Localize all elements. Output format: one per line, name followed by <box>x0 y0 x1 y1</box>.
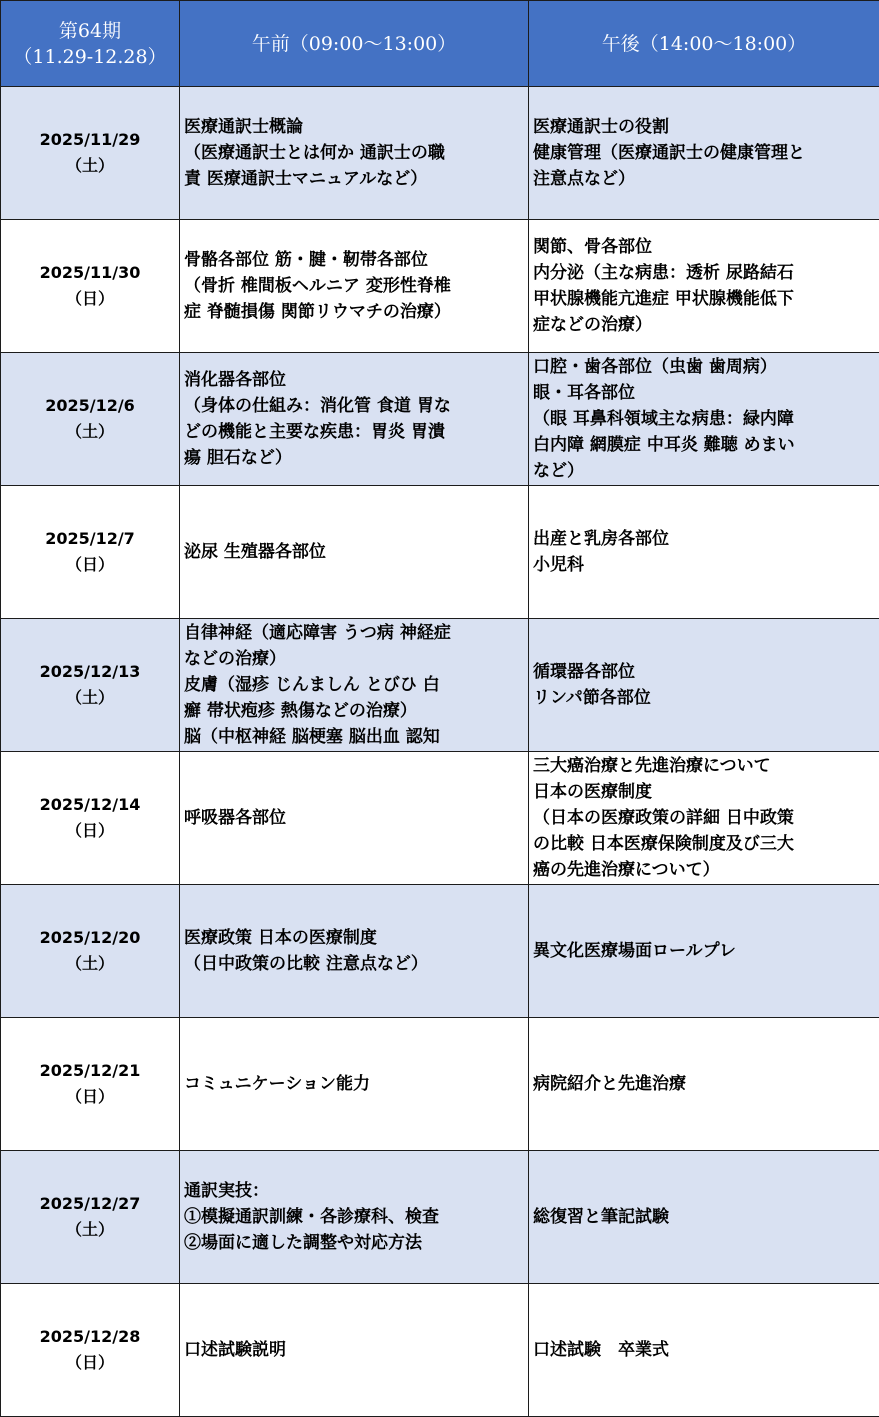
session-line: 骨骼各部位 筋・腱・靭帯各部位 <box>184 247 524 273</box>
afternoon-session-cell <box>529 619 879 752</box>
session-line: （身体の仕組み：消化管 食道 胃な <box>184 393 524 419</box>
session-line: 呼吸器各部位 <box>184 805 524 831</box>
date-text: 2025/12/6 <box>1 393 179 419</box>
date-cell <box>1 752 180 885</box>
table-row <box>1 220 879 353</box>
session-line: 責 医療通訳士マニュアルなど） <box>184 166 524 192</box>
session-line: 症などの治療） <box>533 312 875 338</box>
session-line: 内分泌（主な病患：透析 尿路結石 <box>533 260 875 286</box>
morning-session-cell <box>180 752 529 885</box>
weekday-text: （日） <box>1 1350 179 1376</box>
session-line: どの機能と主要な疾患：胃炎 胃潰 <box>184 419 524 445</box>
date-text: 2025/12/7 <box>1 526 179 552</box>
date-cell <box>1 885 180 1018</box>
weekday-text: （土） <box>1 951 179 977</box>
date-cell <box>1 486 180 619</box>
afternoon-session-cell <box>529 220 879 353</box>
date-cell <box>1 1284 180 1417</box>
session-line: コミュニケーション能力 <box>184 1071 524 1097</box>
weekday-text: （土） <box>1 153 179 179</box>
table-row <box>1 1151 879 1284</box>
header-term-range: （11.29-12.28） <box>1 44 179 70</box>
session-line: リンパ節各部位 <box>533 685 875 711</box>
morning-session-cell <box>180 486 529 619</box>
session-line: 甲状腺機能亢進症 甲状腺機能低下 <box>533 286 875 312</box>
header-term <box>1 1 180 87</box>
morning-session-cell <box>180 353 529 486</box>
date-cell <box>1 220 180 353</box>
session-line: （日中政策の比較 注意点など） <box>184 951 524 977</box>
session-line: 関節、骨各部位 <box>533 234 875 260</box>
morning-session-cell <box>180 220 529 353</box>
afternoon-session-cell <box>529 752 879 885</box>
afternoon-session-cell <box>529 1018 879 1151</box>
session-line: 瘍 胆石など） <box>184 445 524 471</box>
date-text: 2025/12/27 <box>1 1191 179 1217</box>
table-row <box>1 486 879 619</box>
session-line: ①模擬通訳訓練・各診療科、検査 <box>184 1204 524 1230</box>
date-cell <box>1 353 180 486</box>
header-afternoon-label: 午後（14:00～18:00） <box>529 31 879 57</box>
session-line: 日本の医療制度 <box>533 779 875 805</box>
session-line: の比較 日本医療保険制度及び三大 <box>533 831 875 857</box>
header-term-label: 第64期 <box>1 18 179 44</box>
session-line: 出産と乳房各部位 <box>533 526 875 552</box>
session-line: などの治療） <box>184 646 524 672</box>
session-line: 医療政策 日本の医療制度 <box>184 925 524 951</box>
morning-session-cell <box>180 619 529 752</box>
date-cell <box>1 87 180 220</box>
weekday-text: （日） <box>1 552 179 578</box>
session-line: （日本の医療政策の詳細 日中政策 <box>533 805 875 831</box>
date-text: 2025/12/20 <box>1 925 179 951</box>
afternoon-session-cell <box>529 1151 879 1284</box>
table-row <box>1 1284 879 1417</box>
session-line: 小児科 <box>533 552 875 578</box>
session-line: 皮膚（湿疹 じんましん とびひ 白 <box>184 672 524 698</box>
session-line: 通訳実技： <box>184 1178 524 1204</box>
session-line: 泌尿 生殖器各部位 <box>184 539 524 565</box>
session-line: 健康管理（医療通訳士の健康管理と <box>533 140 875 166</box>
weekday-text: （日） <box>1 286 179 312</box>
afternoon-session-cell <box>529 486 879 619</box>
table-row <box>1 87 879 220</box>
session-line: （骨折 椎間板ヘルニア 変形性脊椎 <box>184 273 524 299</box>
session-line: 異文化医療場面ロールプレ <box>533 938 875 964</box>
session-line: 眼・耳各部位 <box>533 380 875 406</box>
session-line: ②場面に適した調整や対応方法 <box>184 1230 524 1256</box>
morning-session-cell <box>180 1284 529 1417</box>
weekday-text: （土） <box>1 1217 179 1243</box>
date-text: 2025/11/30 <box>1 260 179 286</box>
session-line: 白内障 網膜症 中耳炎 難聴 めまい <box>533 432 875 458</box>
date-text: 2025/12/28 <box>1 1324 179 1350</box>
afternoon-session-cell <box>529 885 879 1018</box>
weekday-text: （土） <box>1 685 179 711</box>
header-row <box>1 1 879 87</box>
session-line: 注意点など） <box>533 166 875 192</box>
table-row <box>1 885 879 1018</box>
session-line: 口述試験 卒業式 <box>533 1337 875 1363</box>
morning-session-cell <box>180 1151 529 1284</box>
session-line: 三大癌治療と先進治療について <box>533 753 875 779</box>
date-text: 2025/12/21 <box>1 1058 179 1084</box>
table-row <box>1 752 879 885</box>
date-text: 2025/12/13 <box>1 659 179 685</box>
table-row <box>1 353 879 486</box>
session-line: 病院紹介と先進治療 <box>533 1071 875 1097</box>
weekday-text: （日） <box>1 1084 179 1110</box>
session-line: 癬 帯状疱疹 熱傷などの治療） <box>184 698 524 724</box>
session-line: 癌の先進治療について） <box>533 857 875 883</box>
table-header <box>1 1 879 87</box>
weekday-text: （日） <box>1 818 179 844</box>
session-line: 医療通訳士概論 <box>184 114 524 140</box>
session-line: 総復習と筆記試験 <box>533 1204 875 1230</box>
weekday-text: （土） <box>1 419 179 445</box>
morning-session-cell <box>180 885 529 1018</box>
afternoon-session-cell <box>529 87 879 220</box>
header-afternoon <box>529 1 879 87</box>
session-line: 口述試験説明 <box>184 1337 524 1363</box>
session-line: （医療通訳士とは何か 通訳士の職 <box>184 140 524 166</box>
date-cell <box>1 1151 180 1284</box>
date-text: 2025/11/29 <box>1 127 179 153</box>
session-line: 口腔・歯各部位（虫歯 歯周病） <box>533 354 875 380</box>
morning-session-cell <box>180 1018 529 1151</box>
header-morning-label: 午前（09:00～13:00） <box>180 31 528 57</box>
session-line: （眼 耳鼻科領域主な病患：緑内障 <box>533 406 875 432</box>
header-morning <box>180 1 529 87</box>
session-line: 自律神経（適応障害 うつ病 神経症 <box>184 620 524 646</box>
session-line: 消化器各部位 <box>184 367 524 393</box>
session-line: 脳（中枢神経 脳梗塞 脳出血 認知 <box>184 724 524 750</box>
session-line: 医療通訳士の役割 <box>533 114 875 140</box>
session-line: など） <box>533 458 875 484</box>
afternoon-session-cell <box>529 1284 879 1417</box>
date-cell <box>1 1018 180 1151</box>
table-row <box>1 1018 879 1151</box>
table-body <box>1 87 879 1417</box>
date-cell <box>1 619 180 752</box>
table-row <box>1 619 879 752</box>
morning-session-cell <box>180 87 529 220</box>
afternoon-session-cell <box>529 353 879 486</box>
session-line: 症 脊髄損傷 関節リウマチの治療） <box>184 299 524 325</box>
session-line: 循環器各部位 <box>533 659 875 685</box>
date-text: 2025/12/14 <box>1 792 179 818</box>
